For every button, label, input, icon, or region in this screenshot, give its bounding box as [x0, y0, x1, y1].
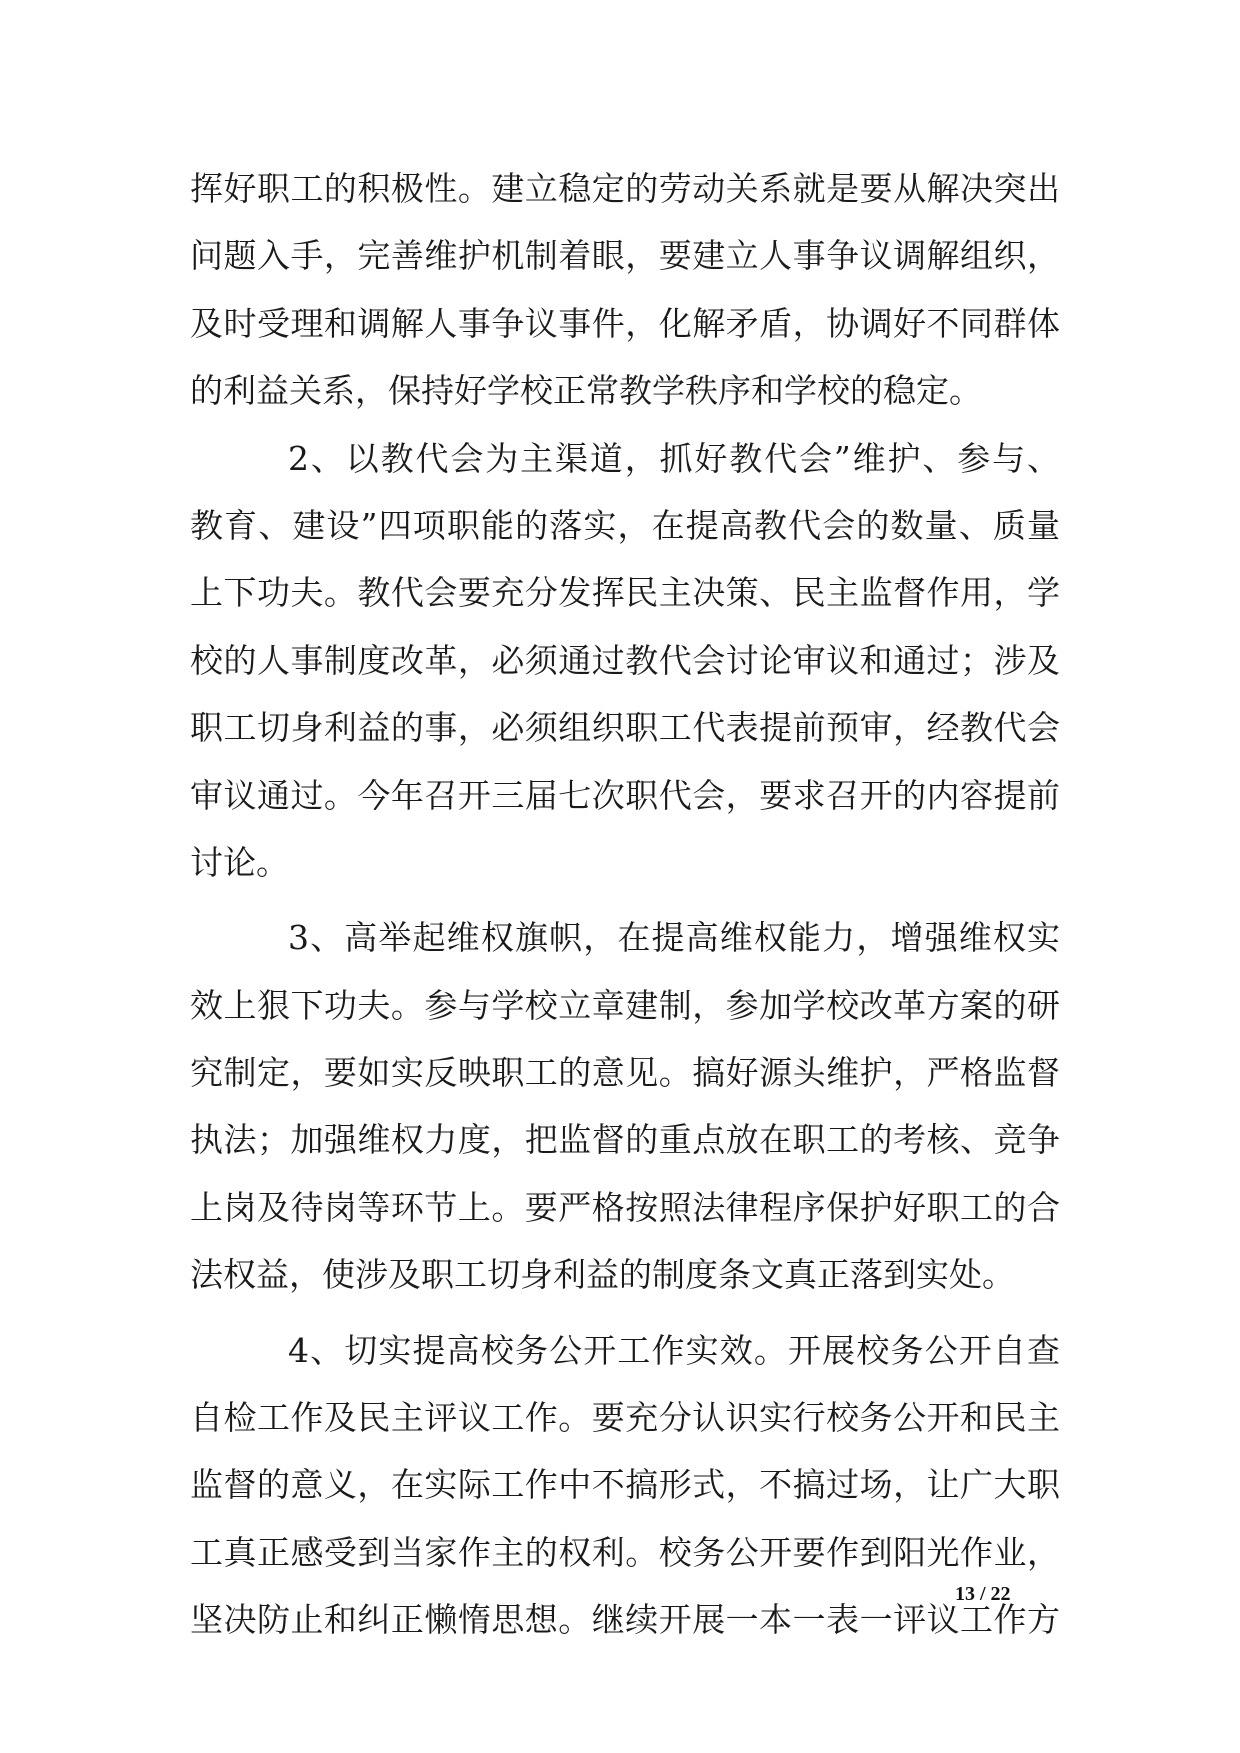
text-line: 法权益，使涉及职工切身利益的制度条文真正落到实处。 — [190, 1255, 1015, 1295]
text-line: 2、以教代会为主渠道，抓好教代会”维护、参与、 — [288, 438, 1060, 478]
text-line: 3、高举起维权旗帜，在提高维权能力，增强维权实 — [288, 918, 1060, 958]
paragraph-gap — [190, 896, 1060, 904]
text-line: 挥好职工的积极性。建立稳定的劳动关系就是要从解决突出 — [190, 169, 1060, 208]
paragraph — [190, 155, 1060, 425]
paragraph — [190, 425, 1060, 897]
text-line: 教育、建设”四项职能的落实，在提高教代会的数量、质量 — [190, 505, 1060, 545]
paragraph — [190, 904, 1060, 1308]
text-line: 效上狠下功夫。参与学校立章建制，参加学校改革方案的研 — [190, 985, 1060, 1025]
text-line: 上下功夫。教代会要充分发挥民主决策、民主监督作用，学 — [190, 573, 1060, 613]
text-line: 坚决防止和纠正懒惰思想。继续开展一本一表一评议工作方 — [190, 1600, 1060, 1640]
text-line: 上岗及待岗等环节上。要严格按照法律程序保护好职工的合 — [190, 1187, 1060, 1227]
text-line: 4、切实提高校务公开工作实效。开展校务公开自查 — [288, 1330, 1060, 1370]
text-line: 及时受理和调解人事争议事件，化解矛盾，协调好不同群体 — [190, 303, 1060, 343]
text-line: 问题入手，完善维护机制着眼，要建立人事争议调解组织， — [190, 236, 1060, 276]
text-line: 究制定，要如实反映职工的意见。搞好源头维护，严格监督 — [190, 1053, 1060, 1093]
page-number: 13 / 22 — [955, 1583, 1011, 1605]
text-line: 的利益关系，保持好学校正常教学秩序和学校的稳定。 — [190, 371, 982, 411]
text-line: 执法；加强维权力度，把监督的重点放在职工的考核、竞争 — [190, 1120, 1060, 1160]
text-line: 讨论。 — [190, 842, 289, 882]
paragraph — [190, 1317, 1060, 1654]
text-line: 审议通过。今年召开三届七次职代会，要求召开的内容提前 — [190, 775, 1060, 815]
document-body — [190, 155, 1060, 1654]
paragraph-gap — [190, 1309, 1060, 1317]
text-line: 监督的意义，在实际工作中不搞形式，不搞过场，让广大职 — [190, 1465, 1060, 1505]
text-line: 职工切身利益的事，必须组织职工代表提前预审，经教代会 — [190, 708, 1060, 748]
text-line: 工真正感受到当家作主的权利。校务公开要作到阳光作业， — [190, 1532, 1060, 1572]
text-line: 校的人事制度改革，必须通过教代会讨论审议和通过；涉及 — [190, 640, 1060, 680]
text-line: 自检工作及民主评议工作。要充分认识实行校务公开和民主 — [190, 1398, 1060, 1438]
